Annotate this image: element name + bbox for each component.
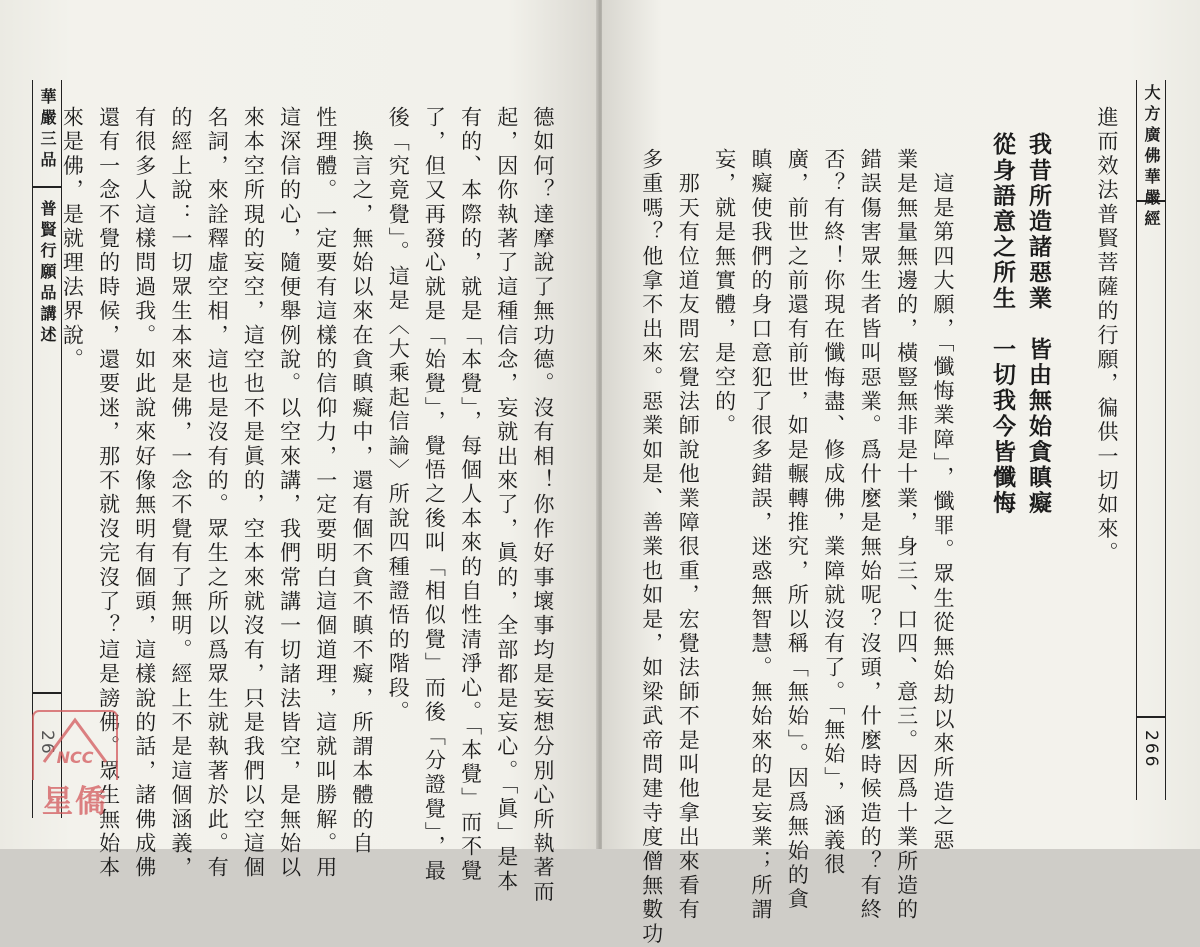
left-running-header-frame bbox=[32, 80, 62, 818]
left-text-column: 這深信的心，隨便舉例說。以空來講，我們常講一切諸法皆空，是無始以 bbox=[277, 106, 302, 881]
right-text-column: 錯誤傷害眾生者皆叫惡業。爲什麼是無始呢？沒頭，什麼時候造的？有終 bbox=[858, 148, 883, 923]
right-text-column: 廣，前世之前還有前世，如是輾轉推究，所以稱「無始」。因爲無始的貪 bbox=[785, 148, 810, 912]
watermark-abbr: NCC bbox=[56, 748, 94, 767]
right-text-column: 多重嗎？他拿不出來。惡業如是、善業也如是，如梁武帝問建寺度僧無數功 bbox=[639, 148, 664, 947]
left-text-column: 了，但又再發心就是「始覺」，覺悟之後叫「相似覺」而後「分證覺」，最 bbox=[422, 106, 447, 884]
right-text-column: 瞋癡使我們的身口意犯了很多錯誤，迷惑無智慧。無始來的是妄業；所謂 bbox=[749, 148, 773, 923]
right-header-book-title: 大方廣佛華嚴經 bbox=[1142, 84, 1161, 231]
left-page-number: 26 bbox=[37, 730, 57, 756]
left-text-column: 名詞，來詮釋虛空相，這也是沒有的。眾生之所以爲眾生就執著於此。有 bbox=[205, 106, 230, 881]
left-text-column: 的經上說：一切眾生本來是佛，一念不覺有了無明。經上不是這個涵義， bbox=[169, 106, 193, 881]
right-page bbox=[602, 0, 1200, 947]
triangle-stamp-icon bbox=[32, 710, 118, 780]
left-text-column: 有很多人這樣問過我。如此說來好像無明有個頭，這樣說的話，諸佛成佛 bbox=[132, 106, 157, 881]
right-intro-column: 進而效法普賢菩薩的行願，徧供一切如來。 bbox=[1095, 106, 1119, 566]
left-text-column: 德如何？達摩說了無功德。沒有相！你作好事壞事均是妄想分別心所執著而 bbox=[531, 106, 555, 905]
left-header-book-title: 華嚴三品 bbox=[38, 88, 57, 172]
left-text-column: 換言之，無始以來在貪瞋癡中，還有個不貪不瞋不癡，所謂本體的自 bbox=[350, 106, 374, 857]
left-text-column: 有的、本際的，就是「本覺」，每個人本來的自性清淨心。「本覺」而不覺 bbox=[458, 106, 483, 884]
verse-line: 從身語意之所生 一切我今皆懺悔 bbox=[989, 132, 1015, 516]
ncc-watermark-stamp bbox=[32, 710, 118, 818]
watermark-label: 星僑 bbox=[42, 784, 108, 820]
right-header-bottom-divider bbox=[1136, 716, 1166, 718]
right-text-column: 業是無量無邊的，橫豎無非是十業，身三、口四、意三。因爲十業所造的 bbox=[894, 148, 919, 923]
right-text-column: 妄，就是無實體，是空的。 bbox=[712, 148, 737, 439]
left-text-column: 性理體。一定要有這樣的信仰力，一定要明白這個道理，這就叫勝解。用 bbox=[313, 106, 338, 881]
left-text-column: 來本空所現的妄空，這空也不是眞的，空本來就沒有，只是我們以空這個 bbox=[241, 106, 266, 881]
right-text-column: 那天有位道友問宏覺法師說他業障很重，宏覺法師不是叫他拿出來看有 bbox=[676, 148, 701, 923]
left-text-column: 起，因你執著了這種信念，妄就出來了，眞的，全部都是妄心。「眞」是本 bbox=[494, 106, 519, 895]
right-text-column: 否？有終！你現在懺悔盡、修成佛，業障就沒有了。「無始」，涵義很 bbox=[821, 148, 846, 878]
verse-line: 我昔所造諸惡業 皆由無始貪瞋癡 bbox=[1025, 132, 1051, 516]
left-text-column: 還有一念不覺的時候，還要迷，那不就沒完沒了？這是謗佛。眾生無始本 bbox=[96, 106, 121, 881]
left-header-divider bbox=[32, 186, 62, 188]
left-header-chapter-title: 普賢行願品講述 bbox=[38, 200, 57, 347]
left-text-column: 後「究竟覺」。這是〈大乘起信論〉所說四種證悟的階段。 bbox=[386, 106, 411, 725]
left-header-bottom-divider bbox=[32, 692, 62, 694]
left-text-column: 來是佛，是就理法界說。 bbox=[60, 106, 85, 373]
right-text-column: 這是第四大願，「懺悔業障」，懺罪。眾生從無始劫以來所造之惡 bbox=[931, 148, 955, 853]
right-page-number: 266 bbox=[1141, 730, 1161, 769]
